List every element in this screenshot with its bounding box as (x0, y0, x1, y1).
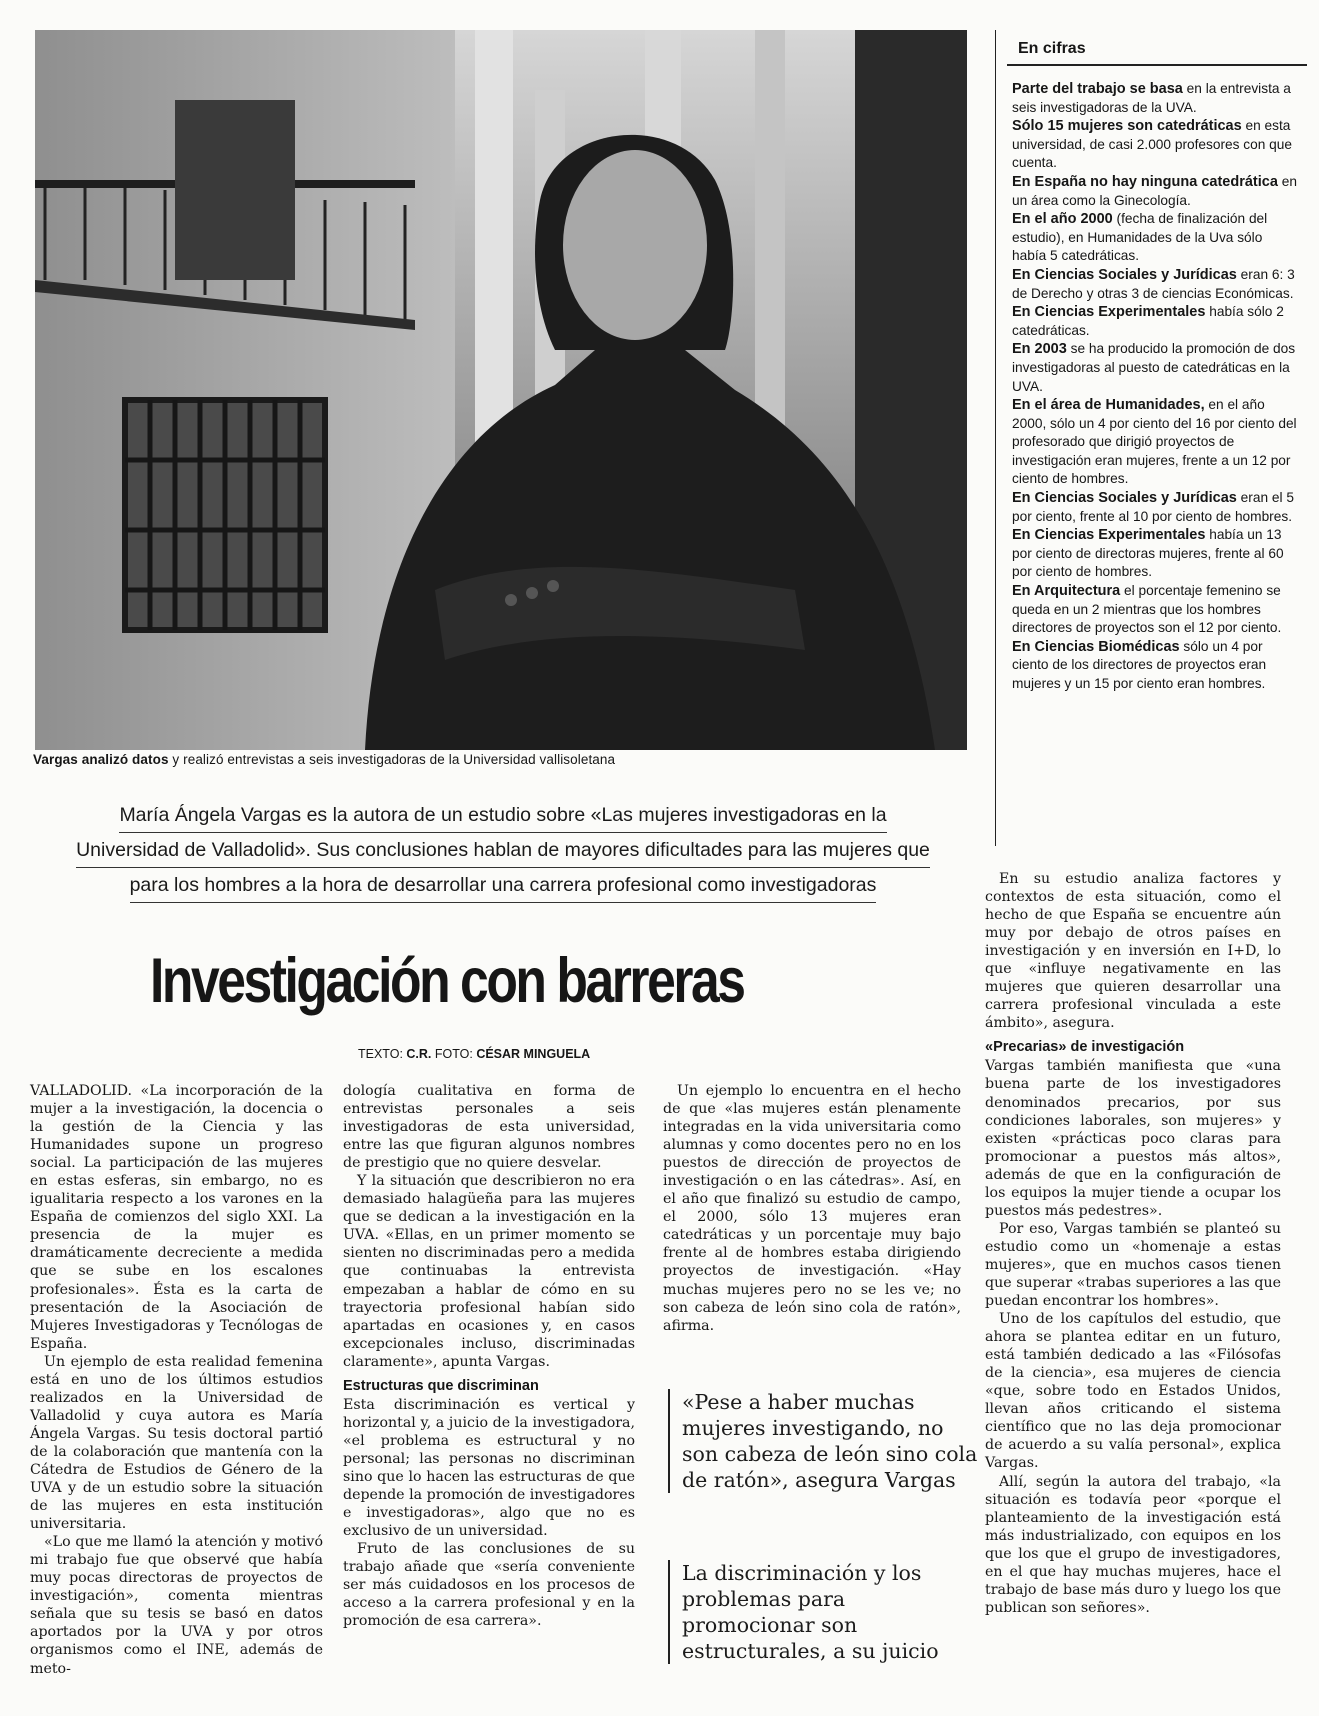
sidebar-rule (995, 30, 996, 846)
photo-illustration (35, 30, 967, 750)
sidebar-item (1012, 210, 1297, 266)
paragraph: Esta discriminación es vertical y horizontal y, a juicio de la investigadora, «el problema es estructural y no personal; las personas no discriminan sino que lo hacen las estructuras de que depende la promoción de investigadores e investigadoras», algo que no es exclusivo de un universidad. (343, 1396, 635, 1540)
sidebar-item-text: sólo un 4 por ciento de los directores de proyectos eran mujeres y un 15 por ciento eran hombres. (1012, 638, 1267, 691)
paragraph: Uno de los capítulos del estudio, que ahora se plantea editar en un futuro, está también dedicado a las «Filósofas de la ciencia», esa mujeres de ciencia «que, sobre todo en Estados Unidos, llevan años criticando el sistema científico que no las deja promocionar de acuerdo a su valía personal», explica Vargas. (985, 1311, 1281, 1472)
sidebar-item (1012, 173, 1297, 210)
paragraph: Un ejemplo de esta realidad femenina está en uno de los últimos estudios realizados en la Universidad de Valladolid y cuya autora es María Ángela Vargas. Su tesis doctoral partió de la colaboración que mantenía con la Cátedra de Estudios de Género de la UVA y de un estudio sobre la situación de las mujeres en esta institución universitaria. (30, 1353, 323, 1533)
sidebar-item-lead: En Ciencias Sociales y Jurídicas (1012, 490, 1237, 507)
sidebar-item-lead: En Arquitectura (1012, 583, 1121, 600)
sidebar-item-text: había un 13 por ciento de directoras mujeres, frente al 60 por ciento de hombres. (1012, 527, 1284, 580)
byline-texto-label: TEXTO: (358, 1047, 407, 1061)
deck-line-2: Universidad de Valladolid». Sus conclusiones hablan de mayores dificultades para las mujeres que (76, 833, 930, 868)
sidebar-item-text: (fecha de finalización del estudio), en Humanidades de la Uva sólo había 5 catedráticas. (1012, 211, 1268, 264)
deck-line-1: María Ángela Vargas es la autora de un estudio sobre «Las mujeres investigadoras en la (119, 798, 886, 833)
sidebar-item-text: en un área como la Ginecología. (1012, 173, 1297, 208)
article-column-3 (663, 1082, 961, 1335)
paragraph: Y la situación que describieron no era demasiado halagüeña para las mujeres que se dedican a la investigación en la UVA. «Ellas, en un primer momento se sienten no discriminadas pero a medida que continuabas la entrevista empezaban a hablar de cómo en su trayectoria profesional habían sido apartadas en ocasiones y, en casos excepcionales incluso, discriminadas claramente», apunta Vargas. (343, 1173, 635, 1370)
sidebar-item-lead: En Ciencias Experimentales (1012, 304, 1206, 321)
sidebar-item (1012, 638, 1297, 694)
caption-bold: Vargas analizó datos (33, 752, 169, 767)
article-deck (33, 798, 973, 903)
sidebar-item-text: eran el 5 por ciento, frente al 10 por ciento de hombres. (1012, 490, 1294, 524)
sidebar-item-lead: Parte del trabajo se basa (1012, 81, 1183, 97)
sidebar-item (1012, 80, 1297, 117)
sidebar-item-lead: En 2003 (1012, 341, 1067, 358)
sidebar-title: En cifras (1018, 40, 1086, 57)
sidebar-en-cifras (995, 30, 1307, 846)
sidebar-item (1012, 303, 1297, 340)
paragraph: Un ejemplo lo encuentra en el hecho de que «las mujeres están plenamente integradas en la vida universitaria como alumnas y como docentes pero no en los puestos de dirección de proyectos de investigación o en las cátedras». Así, en el año que finalizó su estudio de campo, el 2000, sólo 13 mujeres eran catedráticas y un porcentaje muy bajo frente al de hombres estaba dirigiendo proyectos de investigación. «Hay muchas mujeres pero no se les ve; no son cabeza de león sino cola de ratón», afirma. (663, 1083, 961, 1334)
sidebar-item-text: eran 6: 3 de Derecho y otras 3 de ciencias Económicas. (1012, 266, 1295, 301)
sidebar-item (1012, 582, 1297, 638)
byline-foto-name: CÉSAR MINGUELA (476, 1047, 591, 1061)
byline-foto-label: FOTO: (431, 1047, 477, 1061)
article-photo (35, 30, 967, 750)
photo-caption (33, 752, 973, 767)
sidebar-item-lead: En el área de Humanidades, (1012, 397, 1205, 414)
sidebar-item-lead: En Ciencias Biomédicas (1012, 638, 1180, 655)
headline: Investigación con barreras (150, 946, 744, 1016)
deck-line-3: para los hombres a la hora de desarrollar una carrera profesional como investigadoras (130, 868, 877, 903)
sidebar-item-text: se ha producido la promoción de dos investigadoras al puesto de catedráticas en la UVA. (1012, 341, 1296, 394)
sidebar-item (1012, 340, 1297, 396)
paragraph: «Lo que me llamó la atención y motivó mi trabajo fue que observé que había muy pocas directoras de proyectos de investigación», comenta mientras señala que su tesis se basó en datos aportados por la UVA y por otros organismos como el INE, además de meto- (30, 1534, 323, 1677)
subheading: «Precarias» de investigación (985, 1039, 1185, 1056)
paragraph: Vargas también manifiesta que «una buena parte de los investigadores denominados precarios, por sus condiciones laborales, son mujeres» y existen «prácticas poco claras para promocionar a puestos más altos», además de que en la configuración de los equipos la mujer tiende a ocupar los puestos más pedestres». (985, 1058, 1281, 1219)
sidebar-item-lead: Sólo 15 mujeres son catedráticas (1012, 118, 1242, 135)
sidebar-title-rule (1007, 64, 1307, 66)
sidebar-item (1012, 489, 1297, 526)
sidebar-item-lead: En Ciencias Sociales y Jurídicas (1012, 266, 1237, 283)
sidebar-item-lead: En España no hay ninguna catedrática (1012, 173, 1278, 190)
article-column-4 (985, 870, 1281, 1617)
sidebar-item-text: había sólo 2 catedráticas. (1012, 304, 1284, 338)
paragraph: Por eso, Vargas también se planteó su estudio como un «homenaje a estas mujeres», que en muchos casos tienen que superar «trabas superiores a las que puedan encontrar los hombres». (985, 1220, 1281, 1310)
sidebar-item-text: el porcentaje femenino se queda en un 2 mientras que los hombres directores de proyectos son el 12 por ciento. (1012, 583, 1282, 636)
article-column-2 (343, 1082, 635, 1630)
subheading: Estructuras que discriminan (343, 1377, 539, 1394)
pull-quote-2: La discriminación y los problemas para promocionar son estructurales, a su juicio (668, 1560, 982, 1664)
paragraph: Fruto de las conclusiones de su trabajo añade que «sería conveniente ser más cuidadosos en los procesos de acceso a la carrera profesional y en la promoción de esa carrera». (343, 1541, 635, 1630)
pull-quote-1: «Pese a haber muchas mujeres investigando, no son cabeza de león sino cola de ratón», asegura Vargas (668, 1389, 982, 1493)
article-column-1 (30, 1082, 323, 1678)
paragraph: dología cualitativa en forma de entrevistas personales a seis investigadoras de esta universidad, entre las que figuran algunos nombres de prestigio que no quiere desvelar. (343, 1083, 635, 1172)
sidebar-item (1012, 117, 1297, 173)
sidebar-item (1012, 396, 1297, 489)
sidebar-item (1012, 266, 1297, 303)
sidebar-item-text: en el año 2000, sólo un 4 por ciento del 16 por ciento del profesorado que dirigió proyectos de investigación eran mujeres, frente a un 12 por ciento de hombres. (1012, 397, 1297, 487)
paragraph: Allí, según la autora del trabajo, «la situación es todavía peor «porque el planteamiento de la investigación está más industrializado, con equipos en los que los que el grupo de investigadores, en el que hay muchas mujeres, hace el trabajo de base más duro y luego los que publican son señores». (985, 1473, 1281, 1616)
sidebar-item-lead: En el año 2000 (1012, 211, 1113, 228)
sidebar-item-lead: En Ciencias Experimentales (1012, 527, 1206, 544)
sidebar-item (1012, 526, 1297, 582)
sidebar-item-text: en la entrevista a seis investigadoras de la UVA. (1012, 81, 1291, 115)
paragraph: En su estudio analiza factores y contextos de esta situación, como el hecho de que España se encuentre aún muy por debajo de otros países en investigación y en inversión en I+D, lo que «influye negativamente en las mujeres que quieren desarrollar una carrera profesional vinculada a este ámbito», asegura. (985, 871, 1281, 1032)
byline (358, 1047, 590, 1061)
sidebar-item-text: en esta universidad, de casi 2.000 profesores con que cuenta. (1012, 118, 1293, 171)
caption-text: y realizó entrevistas a seis investigadoras de la Universidad vallisoletana (168, 752, 616, 767)
sidebar-list (1012, 80, 1297, 694)
byline-texto-name: C.R. (406, 1047, 432, 1061)
paragraph: VALLADOLID. «La incorporación de la mujer a la investigación, la docencia o la gestión de la Ciencia y las Humanidades supone un progreso social. La participación de las mujeres en estas esferas, sin embargo, no es igualitaria respecto a los varones en la España de comienzos del siglo XXI. La presencia de la mujer es dramáticamente decreciente a medida que se sube en los escalones profesionales». Ésta es la carta de presentación de la Asociación de Mujeres Investigadoras y Tecnólogas de España. (30, 1083, 323, 1352)
